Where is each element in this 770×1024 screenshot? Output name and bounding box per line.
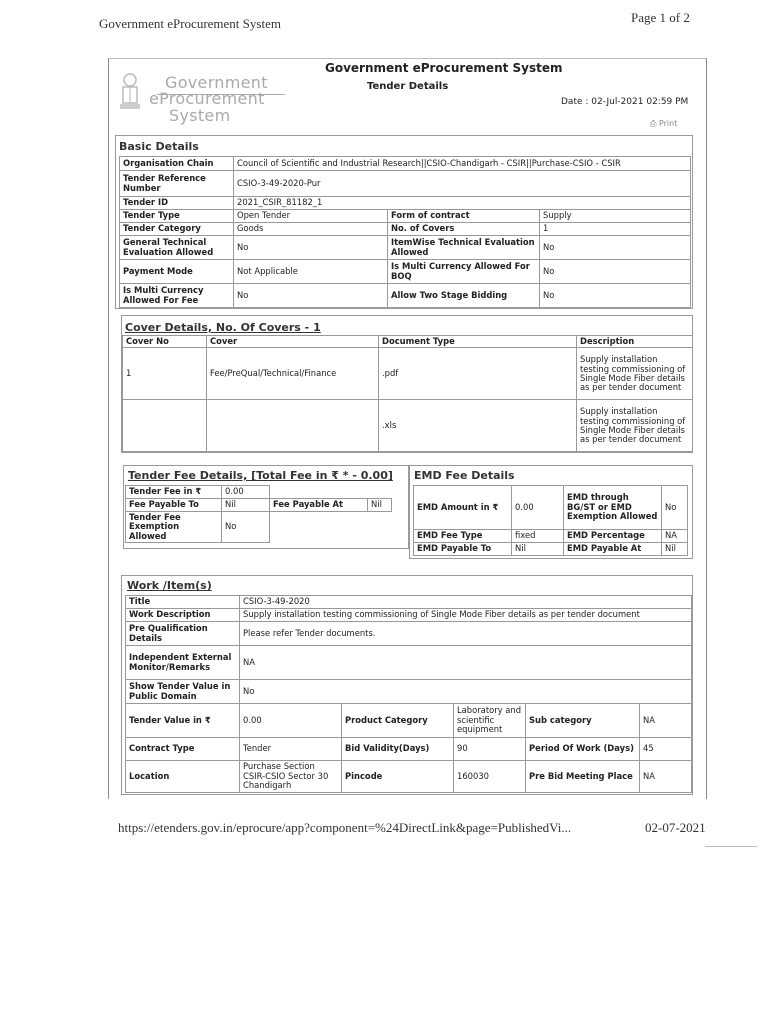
multi-currency-fee-label: Is Multi Currency Allowed For Fee [120,284,234,308]
basic-details-section [115,135,693,309]
contract-type-label: Contract Type [126,738,240,761]
table-row [414,530,688,543]
description-value: Supply installation testing commissioning of Single Mode Fiber details as per tender document [577,400,693,452]
table-row [126,738,692,761]
emblem-icon [117,71,143,115]
payment-mode-value: Not Applicable [234,260,388,284]
pincode-value: 160030 [454,761,526,793]
emd-amount-label: EMD Amount in ₹ [414,486,512,530]
cover-no-value: 1 [123,348,207,400]
table-row [126,499,392,512]
tender-ref-label: Tender Reference Number [120,171,234,197]
table-row [120,236,691,260]
org-chain-value: Council of Scientific and Industrial Research||CSIO-Chandigarh - CSIR||Purchase-CSIO - CSIR [234,157,691,171]
document-type-value: .xls [379,400,577,452]
table-row [120,260,691,284]
emd-payable-to-label: EMD Payable To [414,543,512,556]
work-items-table [125,595,692,793]
pre-bid-meeting-place-label: Pre Bid Meeting Place [526,761,640,793]
product-category-value: Laboratory and scientific equipment [454,704,526,738]
emd-fee-table [413,485,688,556]
basic-details-table [119,156,691,308]
tender-id-value: 2021_CSIR_81182_1 [234,197,691,210]
table-row [123,336,693,348]
pincode-label: Pincode [342,761,454,793]
cover-value: Fee/PreQual/Technical/Finance [207,348,379,400]
tender-fee-label: Tender Fee in ₹ [126,486,222,499]
tender-fee-section [123,465,409,549]
location-value: Purchase Section CSIR-CSIO Sector 30 Chandigarh [240,761,342,793]
payment-mode-label: Payment Mode [120,260,234,284]
work-items-title: Work /Item(s) [127,579,212,592]
gepnic-logo [115,67,300,125]
tender-category-label: Tender Category [120,223,234,236]
location-label: Location [126,761,240,793]
work-title-label: Title [126,596,240,609]
cover-no-header: Cover No [123,336,207,348]
bid-validity-value: 90 [454,738,526,761]
table-row [126,680,692,704]
multi-currency-boq-value: No [540,260,691,284]
printer-icon: ⎙ [650,119,657,128]
tender-fee-title: Tender Fee Details, [Total Fee in ₹ * - 0.00] [128,469,393,482]
emd-bg-value: No [662,486,688,530]
bid-validity-label: Bid Validity(Days) [342,738,454,761]
table-row [120,157,691,171]
contract-type-value: Tender [240,738,342,761]
table-row [126,761,692,793]
pre-qualification-value: Please refer Tender documents. [240,622,692,646]
document-type-header: Document Type [379,336,577,348]
table-row [126,512,392,543]
table-row [120,223,691,236]
fee-exemption-label: Tender Fee Exemption Allowed [126,512,222,543]
page-subtitle: Tender Details [367,81,449,92]
emd-amount-value: 0.00 [512,486,564,530]
two-stage-value: No [540,284,691,308]
work-description-value: Supply installation testing commissioning of Single Mode Fiber details as per tender document [240,609,692,622]
table-row [123,348,693,400]
table-row [414,543,688,556]
cover-value [207,400,379,452]
tender-fee-table [125,485,392,543]
emd-bg-label: EMD through BG/ST or EMD Exemption Allowed [564,486,662,530]
cover-no-value [123,400,207,452]
tender-id-label: Tender ID [120,197,234,210]
cover-header: Cover [207,336,379,348]
emd-fee-section [409,465,693,559]
table-row [126,609,692,622]
document-type-value: .pdf [379,348,577,400]
tender-value-label: Tender Value in ₹ [126,704,240,738]
tender-fee-value: 0.00 [222,486,270,499]
description-header: Description [577,336,693,348]
emd-percentage-label: EMD Percentage [564,530,662,543]
print-button[interactable] [650,119,677,129]
tender-document [108,58,707,799]
print-footer-url: https://etenders.gov.in/eprocure/app?component=%24DirectLink&page=PublishedVi... [118,820,572,835]
table-row [120,171,691,197]
period-of-work-label: Period Of Work (Days) [526,738,640,761]
show-tender-value-label: Show Tender Value in Public Domain [126,680,240,704]
logo-line-3: System [169,106,231,125]
fee-payable-at-label: Fee Payable At [270,499,368,512]
tender-type-value: Open Tender [234,210,388,223]
work-description-label: Work Description [126,609,240,622]
work-title-value: CSIO-3-49-2020 [240,596,692,609]
report-date: Date : 02-Jul-2021 02:59 PM [561,97,689,107]
cover-details-table [122,335,693,452]
tender-type-label: Tender Type [120,210,234,223]
emd-payable-to-value: Nil [512,543,564,556]
description-value: Supply installation testing commissioning of Single Mode Fiber details as per tender document [577,348,693,400]
logo-line-1: Government [165,73,268,92]
pre-qualification-label: Pre Qualification Details [126,622,240,646]
table-row [120,197,691,210]
multi-currency-fee-value: No [234,284,388,308]
show-tender-value-value: No [240,680,692,704]
basic-details-title: Basic Details [119,140,199,153]
cover-details-section [121,315,693,453]
emd-fee-type-label: EMD Fee Type [414,530,512,543]
form-of-contract-label: Form of contract [388,210,540,223]
fee-payable-to-label: Fee Payable To [126,499,222,512]
sub-category-label: Sub category [526,704,640,738]
product-category-label: Product Category [342,704,454,738]
logo-line-2: eProcurement [149,89,265,108]
footer-divider [705,846,757,847]
external-monitor-value: NA [240,646,692,680]
print-footer-date: 02-07-2021 [645,820,706,835]
table-row [414,486,688,530]
table-row [123,400,693,452]
table-row [126,622,692,646]
period-of-work-value: 45 [640,738,692,761]
org-chain-label: Organisation Chain [120,157,234,171]
external-monitor-label: Independent External Monitor/Remarks [126,646,240,680]
multi-currency-boq-label: Is Multi Currency Allowed For BOQ [388,260,540,284]
no-of-covers-value: 1 [540,223,691,236]
sub-category-value: NA [640,704,692,738]
gte-value: No [234,236,388,260]
cover-details-title: Cover Details, No. Of Covers - 1 [125,321,321,334]
table-row [126,596,692,609]
print-header-page: Page 1 of 2 [631,10,690,25]
fee-payable-at-value: Nil [368,499,392,512]
emd-fee-title: EMD Fee Details [414,469,515,482]
tender-category-value: Goods [234,223,388,236]
emd-fee-type-value: fixed [512,530,564,543]
table-row [120,284,691,308]
emd-payable-at-value: Nil [662,543,688,556]
work-items-section [121,575,693,795]
emd-payable-at-label: EMD Payable At [564,543,662,556]
table-row [126,646,692,680]
pre-bid-meeting-place-value: NA [640,761,692,793]
ite-value: No [540,236,691,260]
form-of-contract-value: Supply [540,210,691,223]
two-stage-label: Allow Two Stage Bidding [388,284,540,308]
print-header-title: Government eProcurement System [99,16,281,31]
table-row [126,486,392,499]
fee-exemption-value: No [222,512,270,543]
print-label: Print [658,119,678,128]
ite-label: ItemWise Technical Evaluation Allowed [388,236,540,260]
tender-ref-value: CSIO-3-49-2020-Pur [234,171,691,197]
page-title: Government eProcurement System [325,61,563,75]
emd-percentage-value: NA [662,530,688,543]
table-row [120,210,691,223]
table-row [126,704,692,738]
no-of-covers-label: No. of Covers [388,223,540,236]
tender-value-value: 0.00 [240,704,342,738]
fee-payable-to-value: Nil [222,499,270,512]
gte-label: General Technical Evaluation Allowed [120,236,234,260]
